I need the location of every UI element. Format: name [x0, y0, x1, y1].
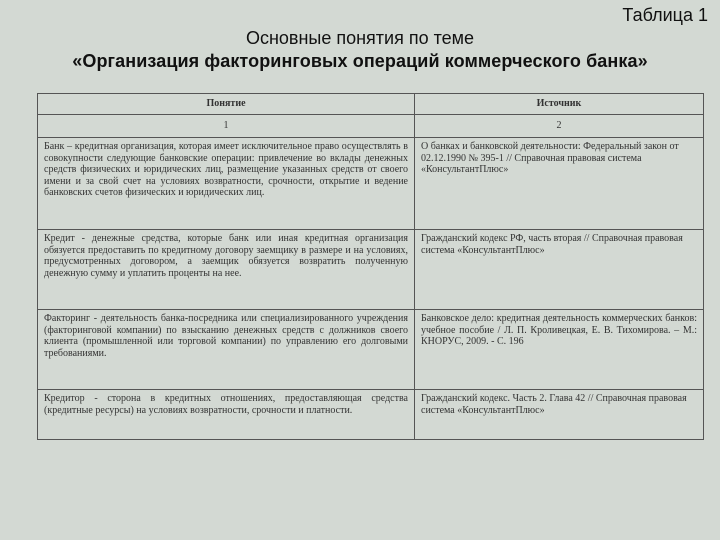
table-row [38, 390, 704, 440]
concepts-table [37, 93, 704, 440]
column-number-2: 2 [415, 115, 704, 138]
column-header-concept: Понятие [38, 94, 415, 115]
column-number-1: 1 [38, 115, 415, 138]
concept-cell-credit: Кредит - денежные средства, которые банк или иная кредитная организация обязуется предоставить по кредитному договору заемщику в размере и на условиях, предусмотренных договором, а заемщик обязуется возвратить полученную денежную сумму и уплатить проценты на нее. [38, 230, 415, 310]
title-line-2: «Организация факторинговых операций коммерческого банка» [72, 51, 648, 71]
concept-cell-factoring: Факторинг - деятельность банка-посредника или специализированного учреждения (факторинговой компании) по взысканию денежных средств с должников своего клиента (промышленной или торговой компании) по управлению его долговыми требованиями. [38, 310, 415, 390]
source-cell-bank: О банках и банковской деятельности: Федеральный закон от 02.12.1990 № 395-1 // Справочная правовая система «КонсультантПлюс» [415, 138, 704, 230]
table-header-row [38, 94, 704, 115]
table-row [38, 230, 704, 310]
column-header-source: Источник [415, 94, 704, 115]
page-title [0, 27, 720, 73]
title-line-1: Основные понятия по теме [245, 28, 475, 48]
source-cell-creditor: Гражданский кодекс. Часть 2. Глава 42 // Справочная правовая система «КонсультантПлюс» [415, 390, 704, 440]
table-row [38, 138, 704, 230]
table-row [38, 310, 704, 390]
source-cell-credit: Гражданский кодекс РФ, часть вторая // Справочная правовая система «КонсультантПлюс» [415, 230, 704, 310]
source-cell-factoring: Банковское дело: кредитная деятельность коммерческих банков: учебное пособие / Л. П. Кроливецкая, Е. В. Тихомирова. – М.: КНОРУС, 2009. - С. 196 [415, 310, 704, 390]
table-label: Таблица 1 [622, 5, 708, 25]
concept-cell-bank: Банк – кредитная организация, которая имеет исключительное право осуществлять в совокупности следующие банковские операции: привлечение во вклады денежных средств физических и юридических лиц, размещение указанных средств от своего имени и за свой счет на условиях возвратности, срочности, открытие и ведение банковских счетов физических и юридических лиц. [38, 138, 415, 230]
concept-cell-creditor: Кредитор - сторона в кредитных отношениях, предоставляющая средства (кредитные ресурсы) на условиях возвратности, срочности и платности. [38, 390, 415, 440]
column-numbers-row [38, 115, 704, 138]
